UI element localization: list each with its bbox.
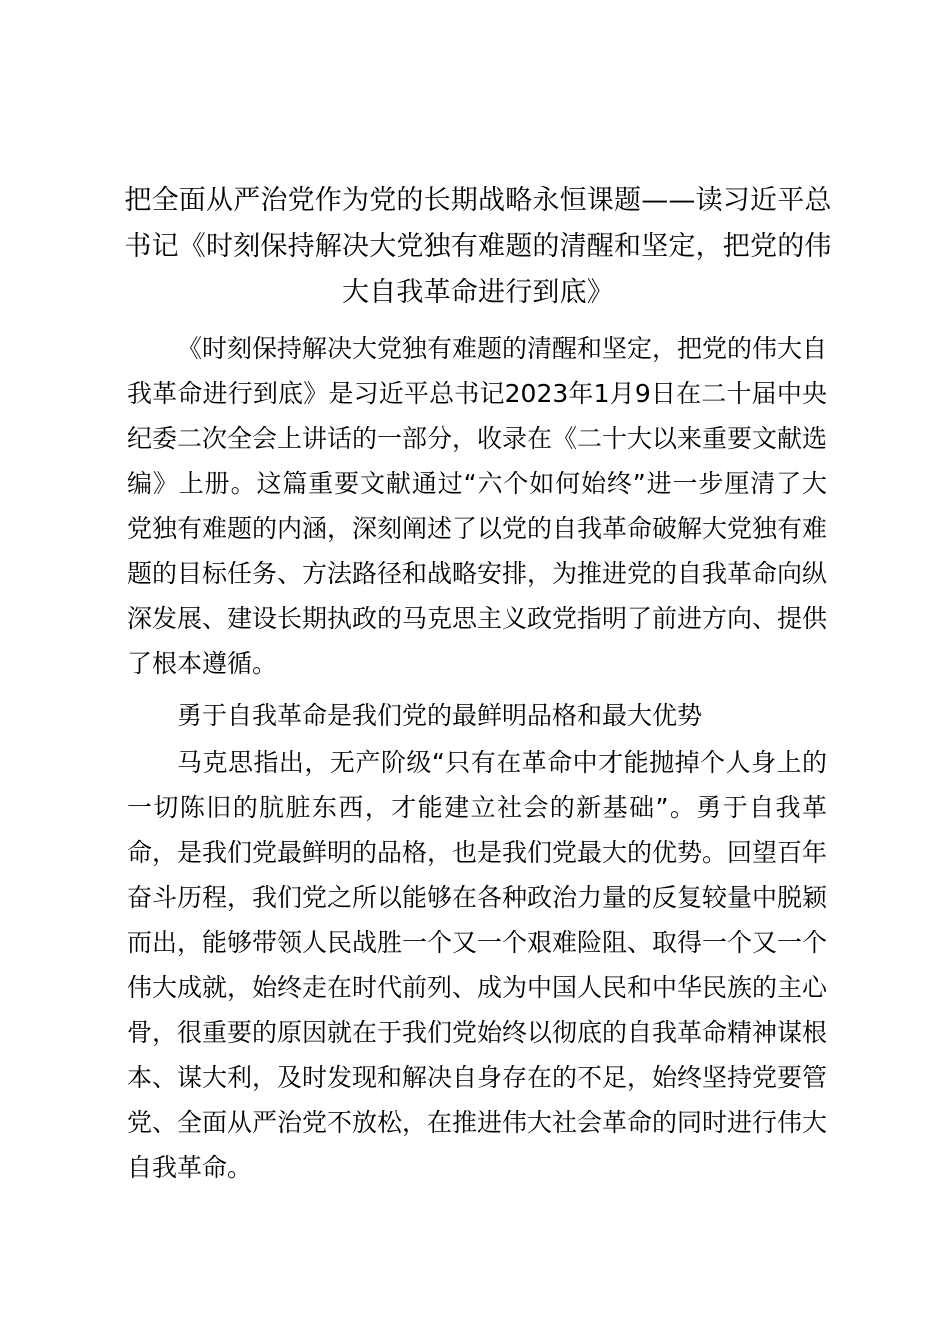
document-title: 把全面从严治党作为党的长期战略永恒课题——读习近平总书记《时刻保持解决大党独有难题的清醒和坚定，把党的伟大自我革命进行到底》 bbox=[124, 185, 832, 308]
body-paragraph: 马克思指出，无产阶级“只有在革命中才能抛掉个人身上的一切陈旧的肮脏东西，才能建立社会的新基础”。勇于自我革命，是我们党最鲜明的品格，也是我们党最大的优势。回望百年奋斗历程，我们党之所以能够在各种政治力量的反复较量中脱颖而出，能够带领人民战胜一个又一个艰难险阻、取得一个又一个伟大成就，始终走在时代前列、成为中国人民和中华民族的主心骨，很重要的原因就在于我们党始终以彻底的自我革命精神谋根本、谋大利，及时发现和解决自身存在的不足，始终坚持党要管党、全面从严治党不放松，在推进伟大社会革命的同时进行伟大自我革命。 bbox=[127, 748, 828, 1182]
intro-paragraph: 《时刻保持解决大党独有难题的清醒和坚定，把党的伟大自我革命进行到底》是习近平总书记2023年1月9日在二十届中央纪委二次全会上讲话的一部分，收录在《二十大以来重要文献选编》上册。这篇重要文献通过“六个如何始终”进一步厘清了大党独有难题的内涵，深刻阐述了以党的自我革命破解大党独有难题的目标任务、方法路径和战略安排，为推进党的自我革命向纵深发展、建设长期执政的马克思主义政党指明了前进方向、提供了根本遵循。 bbox=[127, 334, 828, 678]
section-heading: 勇于自我革命是我们党的最鲜明品格和最大优势 bbox=[177, 701, 703, 730]
document-body bbox=[127, 326, 827, 1190]
